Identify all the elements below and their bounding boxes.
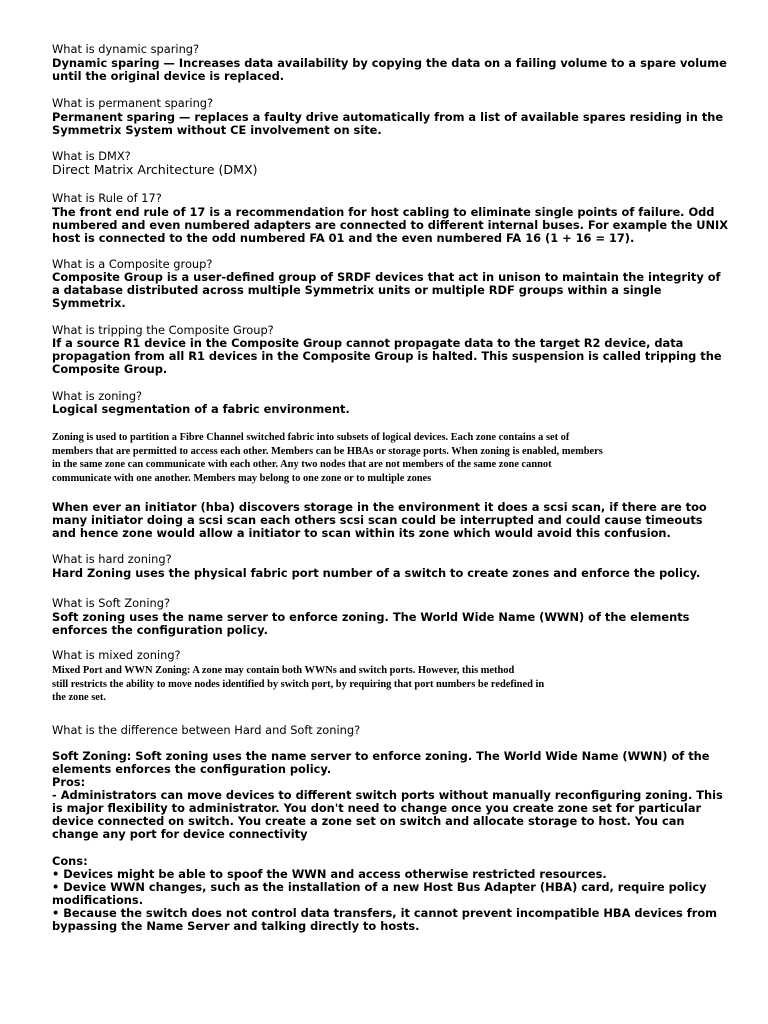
answer-mixed-zoning: Mixed Port and WWN Zoning: A zone may contain both WWNs and switch ports. However, this method still restricts the ability to move nodes identified by switch port, by requiring that port numbers be redefined in the zone set.: [52, 665, 545, 704]
answer-hard-zoning: Hard Zoning uses the physical fabric port number of a switch to create zones and enforce the policy.: [52, 566, 701, 580]
question-rule-of-17: What is Rule of 17?: [52, 191, 162, 205]
question-difference: What is the difference between Hard and Soft zoning?: [52, 723, 361, 737]
question-dynamic-sparing: What is dynamic sparing?: [52, 42, 200, 56]
answer-composite-group: Composite Group is a user-defined group of SRDF devices that act in unison to maintain the integrity of a database distributed across multiple Symmetrix units or multiple RDF groups within a single Symmetrix.: [52, 270, 721, 310]
answer-tripping: If a source R1 device in the Composite Group cannot propagate data to the target R2 device, data propagation from all R1 devices in the Composite Group is halted. This suspension is called tripping the Composite Group.: [52, 336, 722, 376]
question-mixed-zoning: What is mixed zoning?: [52, 648, 181, 662]
question-zoning: What is zoning?: [52, 389, 143, 403]
cons-label: Cons:: [52, 854, 88, 868]
question-tripping: What is tripping the Composite Group?: [52, 323, 274, 337]
initiator-note-paragraph: When ever an initiator (hba) discovers storage in the environment it does a scsi scan, if there are too many initiator doing a scsi scan each others scsi scan could be interrupted and could cause timeouts and hence zone would allow a initiator to scan within its zone which would avoid this confusion.: [52, 500, 707, 540]
answer-rule-of-17: The front end rule of 17 is a recommendation for host cabling to eliminate single points of failure. Odd numbered and even numbered adapters are connected to different internal buses. For example the UNIX host is connected to the odd numbered FA 01 and the even numbered FA 16 (1 + 16 = 17).: [52, 205, 729, 245]
answer-permanent-sparing: Permanent sparing — replaces a faulty drive automatically from a list of available spares residing in the Symmetrix System without CE involvement on site.: [52, 110, 724, 137]
cons-list: • Devices might be able to spoof the WWN and access otherwise restricted resources. • Device WWN changes, such as the installation of a new Host Bus Adapter (HBA) card, require policy modifications. • Because the switch does not control data transfers, it cannot prevent incompatible HBA devices from bypassing the Name Server and talking directly to hosts.: [52, 867, 718, 933]
question-permanent-sparing: What is permanent sparing?: [52, 96, 214, 110]
question-composite-group: What is a Composite group?: [52, 257, 213, 271]
answer-dmx: Direct Matrix Architecture (DMX): [52, 162, 258, 177]
pros-list: - Administrators can move devices to different switch ports without manually reconfiguring zoning. This is major flexibility to administrator. You don't need to change once you create zone set for particular device connected on switch. You create a zone set on switch and allocate storage to host. You can change any port for device connectivity: [52, 788, 723, 841]
answer-zoning: Logical segmentation of a fabric environment.: [52, 402, 350, 416]
answer-soft-zoning: Soft zoning uses the name server to enforce zoning. The World Wide Name (WWN) of the elements enforces the configuration policy.: [52, 610, 690, 637]
pros-label: Pros:: [52, 775, 86, 789]
question-soft-zoning: What is Soft Zoning?: [52, 596, 171, 610]
question-dmx: What is DMX?: [52, 149, 131, 163]
answer-dynamic-sparing: Dynamic sparing — Increases data availability by copying the data on a failing volume to a spare volume until the original device is replaced.: [52, 56, 727, 83]
zoning-detail-paragraph: Zoning is used to partition a Fibre Channel switched fabric into subsets of logical devices. Each zone contains a set of members that are permitted to access each other. Members can be HBAs or storage ports. When zoning is enabled, members in the same zone can communicate with each other. Any two nodes that are not members of the same zone cannot communicate with one another. Members may belong to one zone or to multiple zones: [52, 432, 603, 485]
answer-difference-soft: Soft Zoning: Soft zoning uses the name server to enforce zoning. The World Wide Name (WWN) of the elements enforces the configuration policy.: [52, 749, 710, 776]
question-hard-zoning: What is hard zoning?: [52, 552, 172, 566]
